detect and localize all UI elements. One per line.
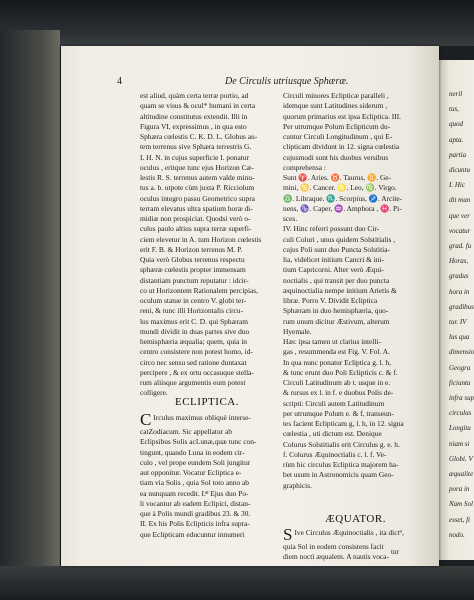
page-header	[117, 76, 417, 90]
text-line: Eclipsibus Solis acLunæ,quæ tunc con-	[140, 437, 257, 447]
facing-line: quod	[449, 120, 463, 129]
text-line: rum unum dicitur Æstivum, alterum	[283, 316, 390, 326]
text-line: culus paulo altius supra terræ superfi-	[140, 224, 252, 234]
text-line: tem terrenus sive Sphæra terrestris G.	[140, 142, 252, 152]
text-line: terram elevatus ultra spatium horæ di-	[140, 203, 253, 213]
text-line: scripti: Circuli autem Latitudinum	[283, 398, 385, 408]
text-line: cœlestia , uti dictum est. Denique	[283, 429, 382, 439]
text-line: oculum statue in centro V. globi ter-	[140, 296, 247, 305]
text-line: ciem elevetur in A. tum Horizon cœlestis	[140, 234, 262, 244]
facing-line: I. Hic	[449, 181, 465, 190]
facing-line: æqualite	[449, 470, 474, 478]
drop-cap-line-text: Ive Circulus Æquinoctialis , ita dict⁹,	[294, 528, 404, 537]
facing-line: hora in	[449, 287, 470, 296]
facing-line: Nam Sol	[449, 500, 473, 509]
text-line: quam se visus & ocul* humani in certa	[140, 101, 256, 111]
text-line	[283, 528, 417, 542]
text-line: & rursus ex l. in f. e duobus Polis de-	[283, 388, 394, 398]
facing-line: partia	[449, 150, 467, 159]
text-line: f. Colurus Æquinoctialis c. l. f. Ve-	[283, 449, 387, 459]
facing-line: dimensio	[449, 348, 474, 357]
text-line: cujusmodi sunt his duobus versibus	[283, 152, 389, 162]
text-line: ♎. Libraque. ♏. Scorpius, ♐. Arcite-	[283, 193, 403, 203]
text-line: Circuli minores Eclipticæ paralleli ,	[283, 91, 389, 100]
book-page	[61, 46, 439, 566]
text-line: oculus , eritque tunc ejus Horizon Cæ-	[140, 162, 254, 172]
board-bottom	[0, 566, 474, 600]
text-line: Sphæram in duo hemisphæria, quo-	[283, 306, 389, 316]
text-line: quorum primarius est ipsa Ecliptica. III.	[283, 111, 402, 121]
facing-line: que ver	[449, 211, 470, 220]
facing-line: vocatur	[449, 226, 471, 235]
text-line: cujus Poli sunt duo Puncta Solstitia-	[283, 244, 390, 254]
facing-line: infra sup	[449, 394, 474, 402]
text-line: colligere.	[140, 388, 168, 398]
running-title: De Circulis utriusque Sphæræ.	[225, 76, 349, 87]
text-line: tingunt, quando Luna in eodem cir-	[140, 447, 245, 457]
text-line: quia Sol in eodem consistens facit	[283, 542, 384, 551]
text-line: diem noctì æqualem. A nautis voca-	[283, 552, 389, 562]
text-line: culo , vel prope eundem Soli jungitur	[140, 457, 251, 467]
text-line: percipere , & ex ortu occasuque stella-	[140, 367, 254, 377]
text-line: Circuli Latitudinum ab t. usque in e.	[283, 378, 391, 387]
facing-line: Geogra	[449, 363, 471, 372]
facing-line: tur. IV	[449, 318, 467, 326]
facing-line: niam si	[449, 439, 470, 448]
text-line: nens, ♑. Caper, ♒. Amphora , ♓. Pi-	[283, 203, 402, 213]
text-line: rum aliisque argumentis eum potest	[140, 378, 246, 387]
page-number: 4	[117, 76, 122, 87]
text-line: IV. Hinc referri possunt duo Cir-	[283, 224, 380, 234]
text-line: gas , resummenda est Fig. V. Fol. A.	[283, 347, 390, 357]
facing-line: dicuntu	[449, 166, 470, 174]
text-line: que à Polis mundi gradibus 23. & 30.	[140, 509, 251, 518]
drop-cap: C	[140, 413, 152, 427]
text-line: sces.	[283, 214, 298, 223]
text-line: catZodiacum. Sic appellatur ab	[140, 427, 232, 436]
text-line: mini, ♋. Cancer. ♌. Leo, ♍. Virgo.	[283, 183, 397, 193]
text-line: culi Coluri , unus quidem Solstitialis ,	[283, 234, 396, 244]
right-column	[283, 91, 417, 491]
text-line: In qua nunc ponatur Ecliptica g. l. h,	[283, 357, 391, 367]
text-line: libræ. Porro V. Dividit Ecliptica	[283, 296, 378, 305]
text-line: lestis R. S. terrenus autem valde minu-	[140, 173, 255, 182]
catchword: tur	[391, 548, 399, 556]
text-line: Per utrumque Polum Eclipticum du-	[283, 121, 391, 131]
drop-cap: S	[283, 528, 293, 542]
facing-line: circulus	[449, 409, 472, 418]
text-line: altitudine constitutus extendit. Illi in	[140, 111, 248, 121]
text-line: li vocantur ab eadem Eclipici, distan-	[140, 498, 251, 508]
text-line: oculus integro passu Geometrico supra	[140, 193, 255, 203]
text-line: est aliud, quàm certa terræ portio, ad	[140, 91, 249, 100]
facing-line: Longitu	[449, 424, 471, 433]
text-line: lus maximus erit C. D. qui Sphæram	[140, 316, 248, 326]
text-line: noctialis , qui transit per duo puncta	[283, 275, 390, 285]
text-line: que Eclipticam educuntur innumeri	[140, 529, 245, 539]
board-left	[0, 30, 60, 575]
text-line: Colurus Solstitialis erit Circulus g. e. h.	[283, 439, 400, 449]
text-line: Sunt ♈. Aries. ♉. Taurus, ♊. Ge-	[283, 173, 392, 182]
ecliptica-heading: ECLIPTICA.	[175, 396, 239, 408]
facing-line: dit mun	[449, 196, 471, 205]
text-line: circo nec sensu sed ratione duntaxat	[140, 357, 247, 367]
text-line: co ut Horizontem Rationalem percipias,	[140, 285, 259, 295]
text-line	[140, 413, 270, 427]
text-line: idemque sunt Latitudines siderum ,	[283, 101, 388, 111]
facing-line: ficiuntu	[449, 378, 471, 387]
text-line: I. H. N. in cujus superficie I. ponatur	[140, 152, 249, 162]
text-line: ea nunquam recedit. I.ͦ⁹ Ejus duo Po-	[140, 488, 249, 498]
text-line: Hæc ipsa tamen ut clarius intelli-	[283, 337, 381, 346]
text-line: lia, videlicet initium Cancri & ini-	[283, 255, 384, 264]
text-line: aut opponitur. Vocatur Ecliptica e-	[140, 468, 242, 477]
facing-line: apta.	[449, 135, 464, 144]
text-line: sphæræ cœlestis propter immensam	[140, 265, 246, 275]
text-line: Sphæra cœlestis C. K. D. L. Globus au-	[140, 132, 258, 141]
text-line: per utrumque Polum e. & f, transeun-	[283, 408, 394, 418]
text-line: æquinoctialia nempe initium Arietis &	[283, 285, 397, 295]
facing-line: gradibus	[449, 302, 474, 311]
text-line: erit F. B. & Horizon terrenus M. P.	[140, 244, 243, 254]
text-line: centro consistere non potest homo, id-	[140, 347, 253, 357]
text-line: Figura VI, expressimus , in qua esto	[140, 121, 247, 131]
facing-line: lus qua	[449, 333, 470, 342]
text-line: distantiam punctum reputatur : idcir-	[140, 275, 249, 285]
text-line: mundi dividit in duas partes sive duo	[140, 326, 250, 336]
facing-line: gradus	[449, 272, 469, 281]
text-line: tium Capricorni. Alter verò Æqui-	[283, 265, 384, 275]
text-line: clipticam dividunt in 12. signa cœlestia	[283, 142, 400, 152]
drop-cap-line-text: Irculus maximus obliquè interse-	[153, 413, 251, 422]
text-line: graphicis.	[283, 480, 312, 490]
facing-line: neril	[449, 90, 463, 98]
text-line: midiæ non prospiciat. Quodsi verò o-	[140, 214, 251, 223]
facing-line: Globi. V	[449, 454, 473, 463]
text-line: bet usum in Astronomicis quam Geo-	[283, 470, 394, 480]
text-line: tus a. b. utpote cùm juxta P. Ricciolum	[140, 183, 255, 193]
facing-page	[439, 60, 474, 560]
text-line: Hyemale.	[283, 326, 312, 336]
facing-line: Horas,	[449, 257, 469, 266]
ecliptica-text	[140, 413, 270, 540]
facing-line: esset, fi	[449, 515, 470, 524]
text-line: rùm hic circulus Ecliptica majorem ha-	[283, 460, 399, 469]
text-line: comprehensa :	[283, 162, 326, 172]
facing-line: nodo.	[449, 530, 465, 539]
facing-line: pora in	[449, 485, 470, 494]
text-line: tes facient Eclipticam g, l. h, in 12. signa	[283, 419, 404, 428]
text-line: hemisphæria æqualia; quem, quia in	[140, 337, 247, 346]
text-line: cuntur Circuli Longitudinum , qui E-	[283, 132, 393, 141]
facing-line: tus,	[449, 105, 459, 114]
aequator-heading: ÆQUATOR.	[325, 513, 386, 525]
text-line: Quia verò Globus terrenus respectu	[140, 255, 245, 264]
text-line: & tunc erunt duo Poli Eclipticis c. & f.	[283, 367, 398, 377]
text-line: II. Ex his Polis Eclipticis infra supra-	[140, 519, 250, 529]
left-column	[140, 91, 270, 399]
facing-line: grad. fu	[449, 242, 472, 250]
board-top	[0, 0, 474, 46]
text-line: tiam via Solis , quia Sol toto anno ab	[140, 478, 250, 488]
aequator-text	[283, 528, 417, 563]
text-line: reni, & tunc illi Horizontalis circu-	[140, 306, 244, 316]
